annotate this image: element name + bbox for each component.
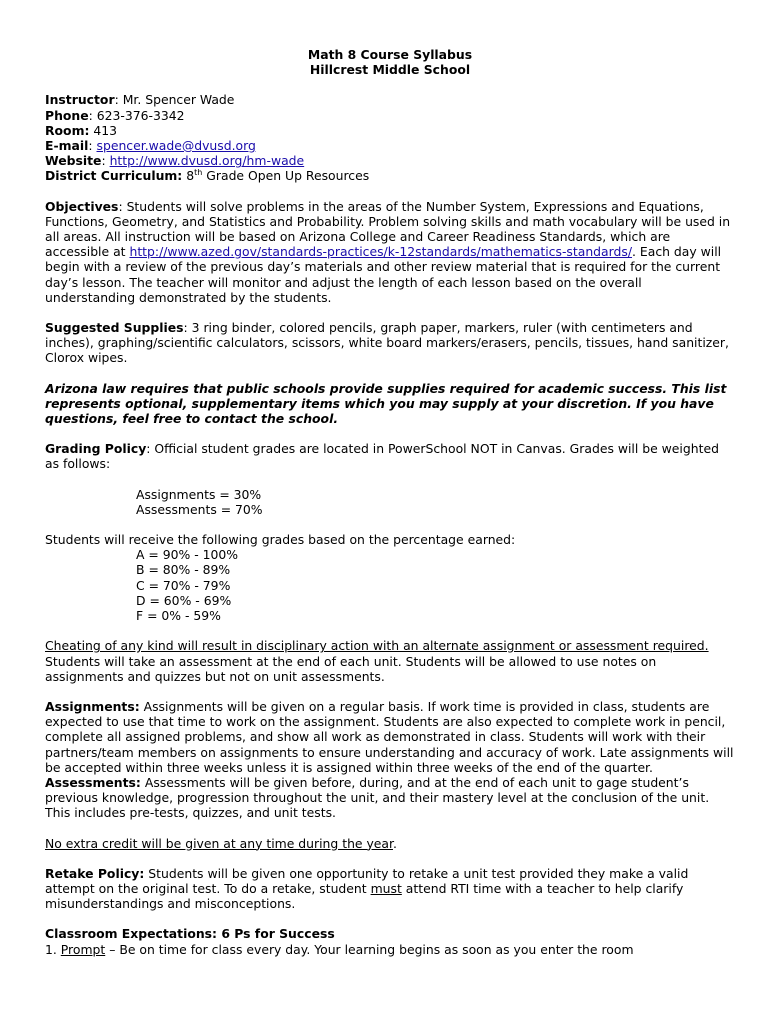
phone-value: 623-376-3342 — [96, 107, 185, 123]
school-name: Hillcrest Middle School — [309, 62, 471, 78]
syllabus-content — [45, 47, 735, 957]
curriculum-line — [45, 168, 735, 183]
instructor-line: Instructor: Mr. Spencer Wade — [45, 92, 235, 108]
expectation-item-1-number: 1. — [45, 941, 57, 957]
standards-link[interactable]: http://www.azed.gov/standards-practices/k-12standards/mathematics-standards/ — [129, 244, 633, 260]
weight-assessments: Assessments = 70% — [136, 501, 263, 517]
retake-text-continued: attend RTI time with a teacher to help clarify misunderstandings and misconceptions. — [45, 880, 684, 912]
objectives-text: Students will solve problems in the areas of the Number System, Expressions and Equations, Functions, Geometry, and Statistics and Probability. Problem solving skills and math vocabulary will be used in all areas. All instruction will be based on Arizona College and Career Readiness Standards, which are accessible at — [45, 198, 731, 260]
grading-paragraph — [45, 441, 735, 471]
supplies-paragraph — [45, 320, 735, 366]
cheating-warning: Cheating of any kind will result in disciplinary action with an alternate assignment or assessment required. — [45, 638, 709, 654]
grade-weights — [45, 487, 735, 517]
grade-scale-a: A = 90% - 100% — [136, 547, 239, 563]
expectation-item-1 — [45, 942, 735, 957]
supplies-text: : 3 ring binder, colored pencils, graph paper, markers, ruler (with centimeters and inches), graphing/scientific calculators, scissors, white board markers/erasers, pencils, tissues, hand sanitizer, Clorox wipes. — [45, 320, 729, 366]
room-line — [45, 123, 735, 138]
grading-label: Grading Policy — [45, 441, 147, 457]
supplies-label: Suggested Supplies — [45, 320, 184, 336]
objectives-paragraph: Objectives: Students will solve problems in the areas of the Number System, Expressions and Equations, Functions, Geometry, and Statistics and Probability. Problem solving skills and math vocabulary will be used in all areas. All instruction will be based on Arizona College and Career Readiness Standards, which are accessible at http://www.azed.gov/standards-practices/k-12standards/mathematics-standards/. Each day will begin with a review of the previous day’s materials and other review material that is required for the current day’s lesson. The teacher will monitor and adjust the length of each lesson based on the overall understanding demonstrated by the students. — [45, 198, 731, 305]
curriculum-grade: 8 — [186, 168, 195, 184]
curriculum-label: District Curriculum: — [45, 168, 183, 184]
curriculum-value: Grade Open Up Resources — [206, 168, 370, 184]
website-line: Website: http://www.dvusd.org/hm-wade — [45, 153, 305, 169]
grade-scale — [45, 547, 735, 623]
phone-label: Phone — [45, 107, 89, 123]
expectation-item-1-text: – Be on time for class every day. Your learning begins as soon as you enter the room — [109, 941, 634, 957]
grade-scale-intro: Students will receive the following grades based on the percentage earned: — [45, 532, 516, 548]
weight-assignments: Assignments = 30% — [136, 486, 262, 502]
expectations-heading: Classroom Expectations: 6 Ps for Success — [45, 926, 335, 942]
grade-scale-d: D = 60% - 69% — [136, 592, 232, 608]
assessments-label: Assessments: — [45, 774, 141, 790]
extra-credit-note — [45, 836, 735, 851]
extra-credit-text: No extra credit will be given at any time during the year — [45, 835, 393, 851]
assignments-label: Assignments: — [45, 698, 140, 714]
assessments-text: Assessments will be given before, during, and at the end of each unit to gage student’s previous knowledge, progression throughout the unit, and their mastery level at the conclusion of the unit. This includes pre-tests, quizzes, and unit tests. — [45, 774, 710, 821]
website-link[interactable]: http://www.dvusd.org/hm-wade — [109, 153, 305, 169]
curriculum-grade-suffix: th — [194, 168, 203, 178]
room-label: Room: — [45, 122, 90, 138]
grading-text: : Official student grades are located in PowerSchool NOT in Canvas. Grades will be weighted as follows: — [45, 441, 719, 472]
contact-info — [45, 92, 735, 183]
email-link[interactable]: spencer.wade@dvusd.org — [96, 138, 256, 154]
instructor-value: Mr. Spencer Wade — [122, 92, 235, 108]
assignments-text: Assignments will be given on a regular basis. If work time is provided in class, students are expected to use that time to work on the assignment. Students are also expected to complete work in pencil, complete all assigned problems, and show all work as demonstrated in class. Students will work with their partners/team members on assignments to ensure understanding and accuracy of work. Late assignments will be accepted within three weeks unless it is assigned within three weeks of the end of the quarter. — [45, 698, 734, 775]
grade-scale-b: B = 80% - 89% — [136, 562, 231, 578]
arizona-law-note: Arizona law requires that public schools provide supplies required for academic success. This list represents optional, supplementary items which you may supply at your discretion. If you have questions, feel free to contact the school. — [45, 380, 727, 427]
email-line: E-mail: spencer.wade@dvusd.org — [45, 138, 256, 154]
email-label: E-mail — [45, 138, 89, 154]
assignments-paragraph — [45, 699, 735, 775]
objectives-label: Objectives — [45, 198, 119, 214]
grade-scale-f: F = 0% - 59% — [136, 608, 221, 624]
objectives-text-continued: . Each day will begin with a review of the previous day’s materials and other review material that is required for the current day’s lesson. The teacher will monitor and adjust the length of each lesson based on the overall understanding demonstrated by the students. — [45, 244, 722, 305]
extra-credit-period: . — [392, 835, 397, 851]
retake-paragraph — [45, 866, 735, 912]
retake-must: must — [370, 880, 402, 896]
assessments-paragraph — [45, 775, 735, 821]
instructor-label: Instructor — [45, 92, 115, 108]
expectation-item-1-label: Prompt — [60, 941, 106, 957]
phone-line: Phone: 623-376-3342 — [45, 107, 185, 123]
grade-scale-c: C = 70% - 79% — [136, 577, 231, 593]
unit-assessment-note: Students will take an assessment at the end of each unit. Students will be allowed to use notes on assignments and quizzes but not on unit assessments. — [45, 653, 657, 684]
website-label: Website — [45, 153, 102, 169]
document-title: Math 8 Course Syllabus — [307, 47, 473, 62]
room-value: 413 — [93, 122, 118, 138]
retake-label: Retake Policy: — [45, 865, 145, 881]
retake-text: Students will be given one opportunity to retake a unit test provided they make a valid attempt on the original test. To do a retake, student — [45, 865, 689, 896]
